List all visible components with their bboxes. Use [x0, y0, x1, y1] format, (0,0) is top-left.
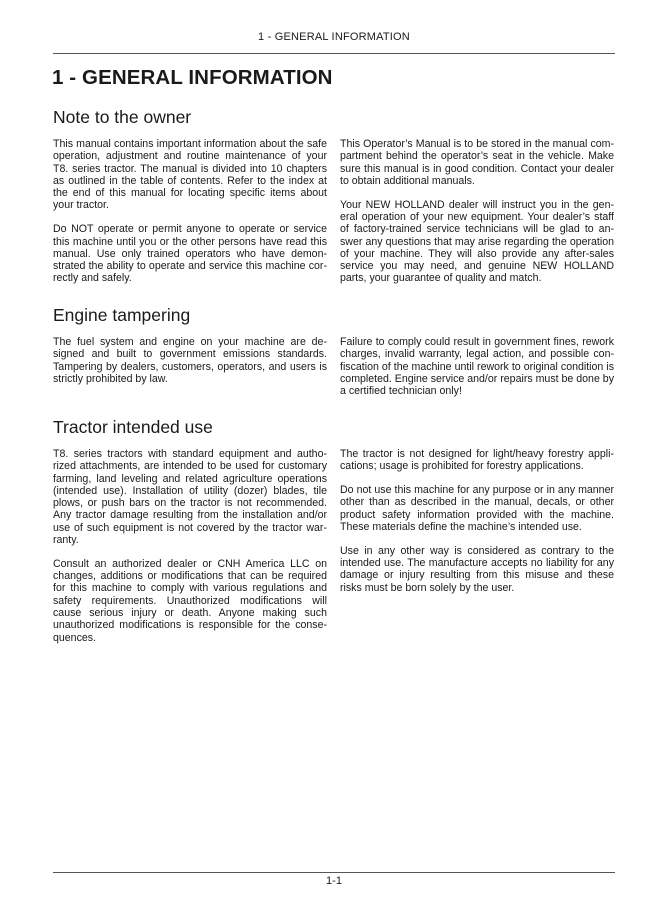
note-to-owner-right-column: [340, 138, 614, 296]
engine-tampering-left-column: [53, 336, 327, 397]
section-heading-note-to-owner: Note to the owner: [53, 107, 192, 127]
paragraph: Failure to comply could result in government fines, rework charges, invalid warranty, legal action, and possible confiscation of the machine until rework to original condition is completed. Engine service and/or repairs must be done by a certified technician only!: [340, 336, 614, 398]
paragraph: Use in any other way is considered as contrary to the intended use. The manufacture accepts no liability for any damage or injury resulting from this misuse and these risks must be born solely by the user.: [340, 544, 614, 594]
paragraph: This manual contains important information about the safe operation, adjustment and routine maintenance of your T8. series tractor. The manual is divided into 10 chapters as outlined in the table of contents. Refer to the index at the end of this manual for locating specific items about your tractor.: [53, 138, 327, 212]
paragraph: Do not use this machine for any purpose or in any manner other than as described in the manual, decals, or other product safety information provided with the machine. These materials define the machine’s intended use.: [340, 484, 614, 533]
chapter-title: 1 - GENERAL INFORMATION: [52, 66, 333, 89]
section-heading-tractor-intended-use: Tractor intended use: [53, 417, 213, 437]
paragraph: The fuel system and engine on your machine are designed and built to government emissions standards. Tampering by dealers, customers, operators, and users is strictly prohibited by law.: [53, 336, 327, 385]
paragraph: Your NEW HOLLAND dealer will instruct you in the general operation of your new equipment. Your dealer’s staff of factory-trained service technicians will be glad to answer any questions that may arise regarding the operation of your machine. They will also provide any after-sales service you may need, and genuine NEW HOLLAND parts, your guarantee of quality and match.: [340, 198, 614, 285]
paragraph: Consult an authorized dealer or CNH America LLC on changes, additions or modifications that can be required for this machine to comply with various regulations and safety requirements. Unauthorized modifications will cause serious injury or death. Anyone making such unauthorized modifications is responsible for the consequences.: [53, 557, 327, 644]
engine-tampering-right-column: [340, 336, 614, 409]
paragraph: This Operator’s Manual is to be stored in the manual compartment behind the operator’s seat in the vehicle. Make sure this manual is in good condition. Contact your dealer to obtain additional manuals.: [340, 138, 614, 187]
section-heading-engine-tampering: Engine tampering: [53, 305, 191, 325]
header-rule: [53, 53, 615, 54]
page-number: 1-1: [326, 875, 342, 887]
intended-use-left-column: [53, 448, 327, 655]
paragraph: Do NOT operate or permit anyone to operate or service this machine until you or the other persons have read this manual. Use only trained operators who have demonstrated the ability to operate and service this machine correctly and safely.: [53, 223, 327, 285]
paragraph: The tractor is not designed for light/heavy forestry applications; usage is prohibited for forestry applications.: [340, 448, 614, 473]
intended-use-right-column: [340, 448, 614, 605]
footer-rule: [53, 872, 615, 873]
note-to-owner-left-column: [53, 138, 327, 296]
running-header: 1 - GENERAL INFORMATION: [258, 31, 410, 43]
paragraph: T8. series tractors with standard equipment and authorized attachments, are intended to be used for customary farming, land leveling and related agriculture operations (intended use). Installation of utility (dozer) blades, tile plows, or push bars on the tractor is not recommended. Any tractor damage resulting from the installation and/or use of such equipment is not covered by the tractor warranty.: [53, 448, 327, 547]
